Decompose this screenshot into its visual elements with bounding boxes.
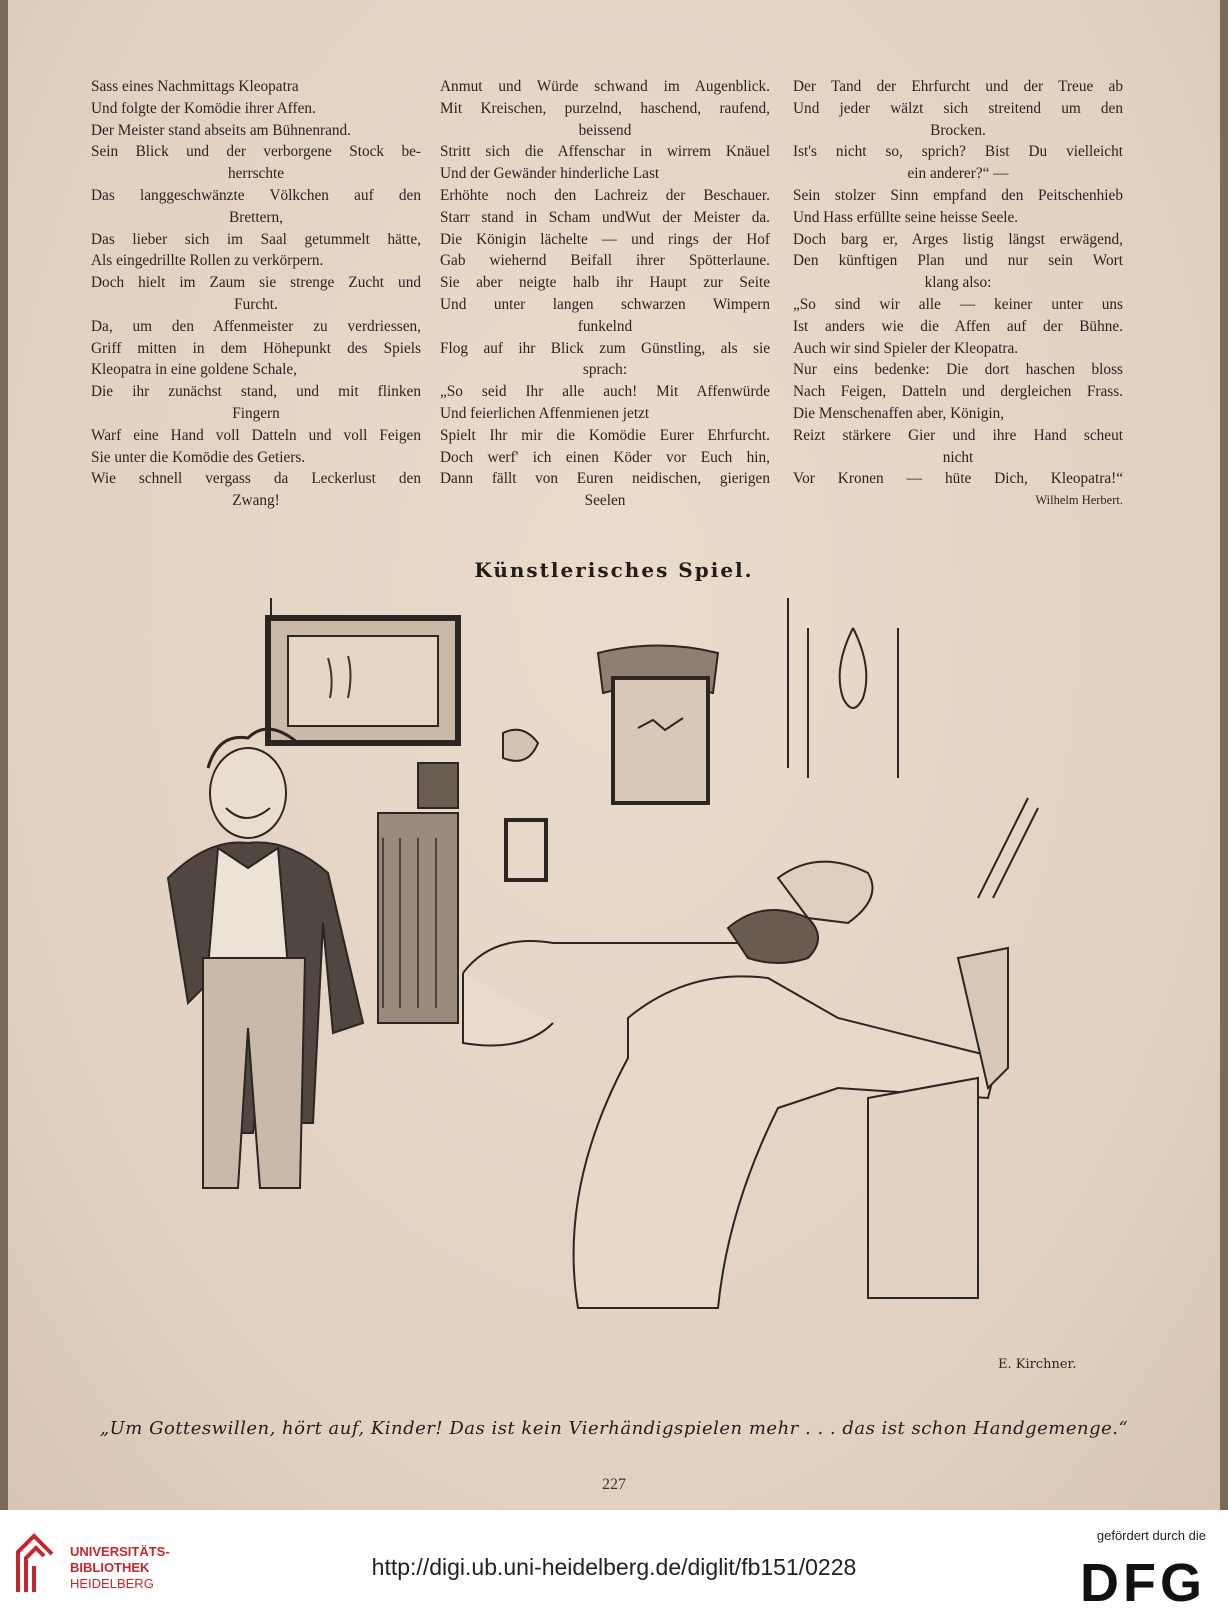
poem-line: Die ihr zunächst stand, und mit flinken [91,383,421,401]
poem-line: Und Hass erfüllte seine heisse Seele. [793,208,1019,226]
poem-line: Erhöhte noch den Lachreiz der Beschauer. [440,186,770,204]
library-line-3: HEIDELBERG [70,1576,154,1591]
poem-line: Doch hielt im Zaum sie strenge Zucht und [91,274,421,292]
poem-line: „So seid Ihr alle auch! Mit Affenwürde [440,383,770,401]
poem-line: Seelen [584,492,626,510]
poem-line: Nur eins bedenke: Die dort haschen bloss [793,361,1123,379]
poem-line: „So sind wir alle — keiner unter uns [793,295,1123,313]
poem-column-3 [793,76,1123,512]
cartoon-illustration [108,598,1118,1398]
poem-line: Vor Kronen — hüte Dich, Kleopatra!“ [793,470,1123,488]
poem-column-1 [91,76,421,512]
cartoon-caption: „Um Gotteswillen, hört auf, Kinder! Das ist kein Vierhändigspielen mehr . . . das ist schon Handgemenge.“ [99,1418,1129,1439]
poem-line: Dann fällt von Euren neidischen, gierigen [440,470,770,488]
poem-line: beissend [578,121,632,139]
poem-line: Sein Blick und der verborgene Stock be- [91,143,421,161]
library-line-1: UNIVERSITÄTS- [70,1544,170,1559]
poem-line: Und feierlichen Affenmienen jetzt [440,404,650,422]
poem-line: Doch barg er, Arges listig längst erwägend, [793,230,1123,248]
poem-line: Gab wiehernd Beifall ihrer Spötterlaune. [440,252,770,270]
poem-line: Das langgeschwänzte Völkchen auf den [91,186,421,204]
magazine-page [8,0,1220,1510]
dfg-logo[interactable]: DFG [1080,1553,1206,1613]
poem-line: funkelnd [577,317,633,335]
page-number: 227 [602,1476,626,1493]
poem-line: Sie unter die Komödie des Getiers. [91,448,306,466]
poem-line: Wie schnell vergass da Leckerlust den [91,470,421,488]
poem-line: Doch werf' ich einen Köder vor Euch hin, [440,448,770,466]
poem-line: Der Tand der Ehrfurcht und der Treue ab [793,78,1123,95]
poem-line: Starr stand in Scham undWut der Meister da. [440,208,770,226]
poem-line: Das lieber sich im Saal getummelt hätte, [91,230,421,248]
poem-line: Auch wir sind Spieler der Kleopatra. [793,339,1019,357]
poem-line: Mit Kreischen, purzelnd, haschend, raufend, [440,99,770,117]
poem-line: Zwang! [232,492,280,510]
funded-by-label: gefördert durch die [1096,1528,1206,1543]
poem-line: Und unter langen schwarzen Wimpern [440,295,770,313]
poem-line: Sass eines Nachmittags Kleopatra [91,78,299,95]
permalink-url[interactable]: http://digi.ub.uni-heidelberg.de/diglit/fb151/0228 [371,1554,857,1580]
poem-line: Kleopatra in eine goldene Schale, [91,361,298,379]
poem-line: Die Königin lächelte — und rings der Hof [440,230,770,248]
artist-signature: E. Kirchner. [998,1357,1077,1372]
poem-line: Sein stolzer Sinn empfand den Peitschenhieb [793,186,1123,204]
poem-line: Die Menschenaffen aber, Königin, [793,404,1005,422]
poem-line: Ist's nicht so, sprich? Bist Du vielleicht [793,143,1123,161]
poem-line: sprach: [582,361,628,379]
author-signature: Wilhelm Herbert. [1035,493,1123,508]
illustration-title: Künstlerisches Spiel. [474,558,754,582]
poem-line: Als eingedrillte Rollen zu verkörpern. [91,252,324,270]
poem-line: Ist anders wie die Affen auf der Bühne. [793,317,1123,335]
poem-line: Und folgte der Komödie ihrer Affen. [91,99,316,117]
poem-line: Und jeder wälzt sich streitend um den [793,99,1123,117]
poem-line: klang also: [924,274,992,292]
poem-line: Reizt stärkere Gier und ihre Hand scheut [793,426,1123,444]
poem-line: Griff mitten in dem Höhepunkt des Spiels [91,339,421,357]
poem-line: Anmut und Würde schwand im Augenblick. [440,78,770,95]
poem-line: Sie aber neigte halb ihr Haupt zur Seite [440,274,770,292]
poem-line: nicht [942,448,974,466]
poem-line: Brettern, [229,208,283,226]
library-line-2: BIBLIOTHEK [70,1560,150,1575]
poem-column-2 [440,76,770,512]
poem-line: Flog auf ihr Blick zum Günstling, als sie [440,339,770,357]
poem-line: Furcht. [234,295,278,313]
poem-line: Nach Feigen, Datteln und dergleichen Frass. [793,383,1123,401]
poem-line: Der Meister stand abseits am Bühnenrand. [91,121,351,139]
poem-line: herrschte [227,165,285,183]
poem-line: Brocken. [930,121,986,139]
poem-line: ein anderer?“ — [907,165,1009,183]
poem-line: Warf eine Hand voll Datteln und voll Feigen [91,426,421,444]
poem-line: Da, um den Affenmeister zu verdriessen, [91,317,421,335]
poem-line: Stritt sich die Affenschar in wirrem Knäuel [440,143,770,161]
poem-line: Fingern [232,404,280,422]
poem-line: Den künftigen Plan und nur sein Wort [793,252,1123,270]
poem-line: Spielt Ihr mir die Komödie Eurer Ehrfurcht. [440,426,770,444]
poem-line: Und der Gewänder hinderliche Last [440,165,660,183]
